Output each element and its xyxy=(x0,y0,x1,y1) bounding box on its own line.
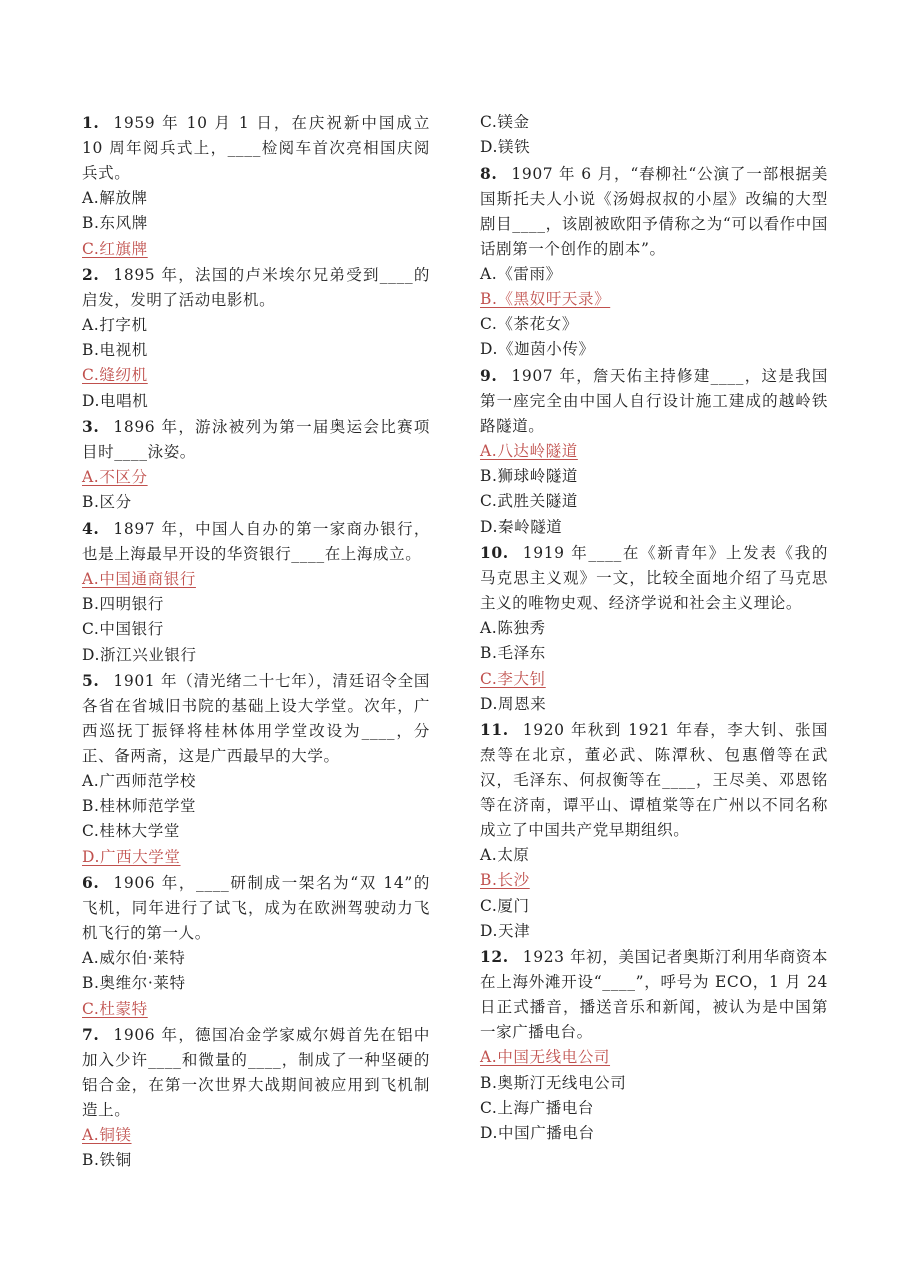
answer-option: B.东风牌 xyxy=(82,214,148,233)
question-block xyxy=(82,516,430,668)
answer-option: C.桂林大学堂 xyxy=(82,822,180,841)
answer-option: A.打字机 xyxy=(82,315,148,334)
answer-option: C.上海广播电台 xyxy=(480,1098,595,1117)
answer-option: D.镁铁 xyxy=(480,138,531,157)
question-block xyxy=(480,944,828,1146)
question-stem: 1959 年 10 月 1 日，在庆祝新中国成立 10 周年阅兵式上，____检阅车首次亮相国庆阅兵式。 xyxy=(82,114,430,182)
answer-option-correct: A.不区分 xyxy=(82,468,148,487)
question-number: 12. xyxy=(480,947,509,967)
question-number: 8. xyxy=(480,163,498,183)
question-block xyxy=(480,540,828,717)
answer-option: B.铁铜 xyxy=(82,1151,132,1170)
question-text xyxy=(82,262,430,313)
answer-option-correct: C.缝纫机 xyxy=(82,366,148,385)
answer-option: A.威尔伯·莱特 xyxy=(82,949,186,968)
left-column xyxy=(82,110,430,1174)
question-number: 2. xyxy=(82,264,100,284)
answer-option-correct: B.《黑奴吁天录》 xyxy=(480,289,611,308)
question-block xyxy=(82,262,430,414)
question-text xyxy=(82,110,430,186)
answer-option: D.《迦茵小传》 xyxy=(480,340,595,359)
question-text xyxy=(480,161,828,262)
question-number: 3. xyxy=(82,417,100,437)
question-stem: 1901 年（清光绪二十七年），清廷诏令全国各省在省城旧书院的基础上设大学堂。次年，广西巡抚丁振铎将桂林体用学堂改设为____，分正、备两斋，这是广西最早的大学。 xyxy=(82,671,430,765)
question-block xyxy=(480,363,828,540)
answer-option-correct: B.长沙 xyxy=(480,871,530,890)
answer-option-correct: C.杜蒙特 xyxy=(82,999,148,1018)
answer-option: A.广西师范学校 xyxy=(82,771,196,790)
answer-option: D.周恩来 xyxy=(480,694,547,713)
answer-option-correct: C.红旗牌 xyxy=(82,239,148,258)
answer-option: C.中国银行 xyxy=(82,620,164,639)
question-block xyxy=(82,110,430,262)
question-text xyxy=(82,1022,430,1123)
question-stem: 1920 年秋到 1921 年春，李大钊、张国焘等在北京，董必武、陈潭秋、包惠僧等在武汉，毛泽东、何叔衡等在____，王尽美、邓恩铭等在济南，谭平山、谭植棠等在广州以不同名称成立了中国共产党早期组织。 xyxy=(480,721,828,840)
question-text xyxy=(480,540,828,616)
question-text xyxy=(82,668,430,769)
answer-option: D.秦岭隧道 xyxy=(480,517,563,536)
answer-option: B.毛泽东 xyxy=(480,644,546,663)
question-text xyxy=(480,944,828,1045)
question-stem: 1906 年，德国冶金学家威尔姆首先在铝中加入少许____和微量的____，制成了一种坚硬的铝合金，在第一次世界大战期间被应用到飞机制造上。 xyxy=(82,1025,430,1119)
question-block xyxy=(82,414,430,516)
question-number: 10. xyxy=(480,542,509,562)
answer-option: C.《茶花女》 xyxy=(480,315,578,334)
answer-option: C.镁金 xyxy=(480,113,530,131)
answer-option-correct: A.中国通商银行 xyxy=(82,569,196,588)
answer-option: D.电唱机 xyxy=(82,391,149,410)
question-stem: 1897 年，中国人自办的第一家商办银行，也是上海最早开设的华资银行____在上海成立。 xyxy=(82,519,430,563)
answer-option-correct: D.广西大学堂 xyxy=(82,847,181,866)
question-number: 4. xyxy=(82,518,100,538)
answer-option: A.陈独秀 xyxy=(480,618,546,637)
answer-option: C.武胜关隧道 xyxy=(480,492,578,511)
answer-option: B.电视机 xyxy=(82,341,148,360)
answer-option: D.中国广播电台 xyxy=(480,1124,595,1143)
question-text xyxy=(82,870,430,946)
question-block xyxy=(82,870,430,1022)
answer-option: B.区分 xyxy=(82,493,132,512)
question-number: 7. xyxy=(82,1024,100,1044)
answer-option: C.厦门 xyxy=(480,896,530,915)
question-number: 11. xyxy=(480,720,509,740)
answer-option-correct: C.李大钊 xyxy=(480,669,546,688)
answer-option: D.天津 xyxy=(480,922,531,941)
answer-option: D.浙江兴业银行 xyxy=(82,645,197,664)
question-text xyxy=(82,516,430,567)
answer-option: A.解放牌 xyxy=(82,189,148,207)
answer-option: A.《雷雨》 xyxy=(480,264,562,283)
question-stem: 1895 年，法国的卢米埃尔兄弟受到____的启发，发明了活动电影机。 xyxy=(82,265,430,309)
question-stem: 1907 年，詹天佑主持修建____，这是我国第一座完全由中国人自行设计施工建成的越岭铁路隧道。 xyxy=(480,366,828,435)
question-text xyxy=(480,717,828,843)
question-stem: 1923 年初，美国记者奥斯汀利用华商资本在上海外滩开设“____”，呼号为 ECO，1 月 24 日正式播音，播送音乐和新闻，被认为是中国第一家广播电台。 xyxy=(480,948,828,1042)
question-block xyxy=(82,668,430,870)
answer-option: B.奥斯汀无线电公司 xyxy=(480,1073,627,1092)
answer-option-correct: A.八达岭隧道 xyxy=(480,441,578,460)
question-stem: 1919 年____在《新青年》上发表《我的马克思主义观》一文，比较全面地介绍了马克思主义的唯物史观、经济学说和社会主义理论。 xyxy=(480,543,828,612)
answer-option: B.桂林师范学堂 xyxy=(82,797,197,816)
answer-option: B.四明银行 xyxy=(82,594,164,613)
answer-option: B.奥维尔·莱特 xyxy=(82,974,186,993)
question-number: 1. xyxy=(82,113,100,132)
question-number: 6. xyxy=(82,873,100,893)
right-column xyxy=(480,110,828,1147)
question-stem: 1906 年，____研制成一架名为“双 14”的飞机，同年进行了试飞，成为在欧洲驾驶动力飞机飞行的第一人。 xyxy=(82,874,430,943)
question-block xyxy=(480,717,828,944)
answer-option-correct: A.中国无线电公司 xyxy=(480,1048,611,1067)
question-stem: 1907 年 6 月，“春柳社“公演了一部根据美国斯托夫人小说《汤姆叔叔的小屋》改编的大型剧目____，该剧被欧阳予倩称之为“可以看作中国话剧第一个创作的剧本”。 xyxy=(480,164,828,258)
question-text xyxy=(82,414,430,465)
answer-option: A.太原 xyxy=(480,846,530,865)
answer-option: B.狮球岭隧道 xyxy=(480,467,579,486)
question-stem: 1896 年，游泳被列为第一届奥运会比赛项目时____泳姿。 xyxy=(82,418,430,462)
answer-option-correct: A.铜镁 xyxy=(82,1125,132,1144)
question-block xyxy=(480,161,828,363)
question-text xyxy=(480,363,828,439)
question-number: 9. xyxy=(480,365,498,385)
question-block xyxy=(82,1022,430,1174)
question-number: 5. xyxy=(82,670,100,690)
